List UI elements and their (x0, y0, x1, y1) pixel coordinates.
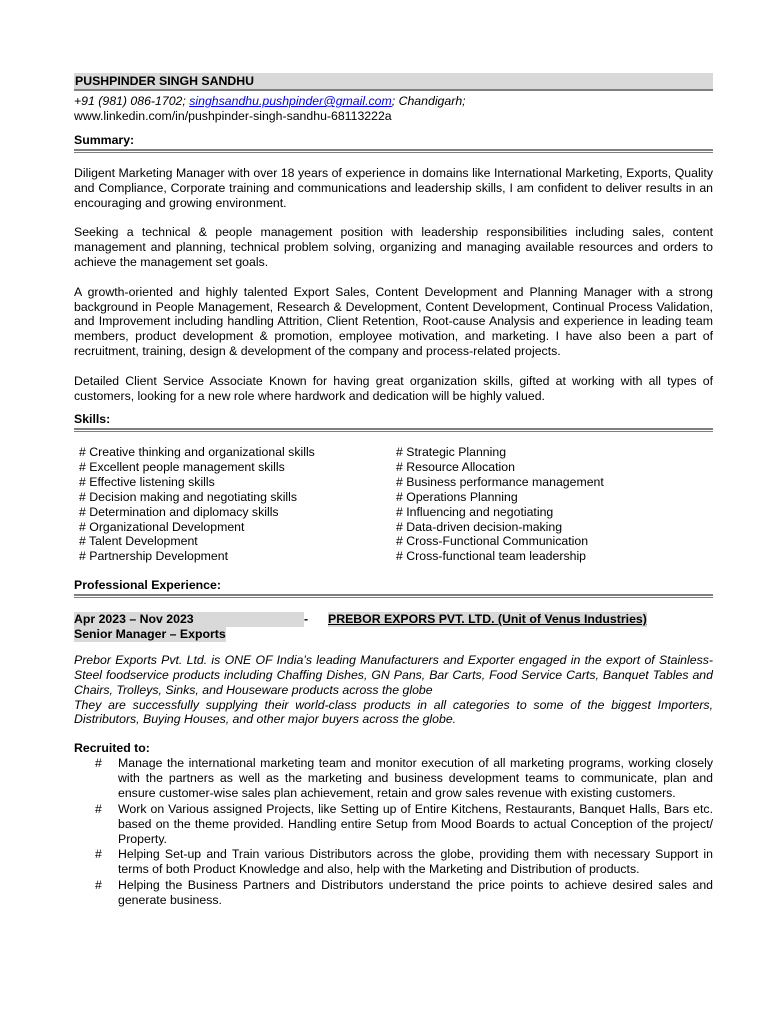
skill-item: # Data-driven decision-making (396, 519, 563, 534)
resume-page (74, 73, 713, 908)
contact-line (74, 94, 713, 109)
job-separator: - (304, 612, 309, 627)
summary-section (74, 166, 713, 403)
bullet-symbol: # (95, 847, 102, 862)
duty-text: Work on Various assigned Projects, like Setting up of Entire Kitchens, Restaurants, Banquet Halls, Bars etc. based on the theme provided. Handling entire Setup from Mood Boards to actual Conception of the project/ Property. (118, 801, 713, 846)
summary-heading: Summary: (74, 133, 135, 147)
summary-paragraph: Diligent Marketing Manager with over 18 years of experience in domains like International Marketing, Exports, Quality and Compliance, Corporate training and communications and leadership skills, I am confident to deliver results in an encouraging and growing environment. (74, 166, 713, 210)
summary-paragraph: Seeking a technical & people management position with leadership responsibilities including sales, content management and planning, technical problem solving, organizing and managing available resources and orders to achieve the management set goals. (74, 225, 713, 269)
skill-item: # Resource Allocation (396, 460, 515, 475)
duty-text: Helping Set-up and Train various Distributors across the globe, providing them with necessary Support in terms of both Product Knowledge and also, help with the Marketing and Distribution of products. (118, 847, 713, 877)
location-text: ; Chandigarh; (391, 94, 466, 108)
linkedin-url[interactable]: www.linkedin.com/in/pushpinder-singh-sandhu-68113222a (74, 108, 392, 123)
skill-item: # Creative thinking and organizational skills (79, 445, 315, 460)
phone-number: +91 (981) 086-1702; (74, 94, 186, 108)
skill-item: # Excellent people management skills (79, 460, 285, 475)
summary-paragraph: Detailed Client Service Associate Known for having great organization skills, gifted at working with all types of customers, looking for a new role where hardwork and dedication will be highly valued. (74, 373, 713, 403)
duty-text: Helping the Business Partners and Distributors understand the price points to achieve desired sales and generate business. (118, 877, 713, 907)
experience-heading: Professional Experience: (74, 578, 221, 593)
skills-list (74, 445, 713, 564)
company-description (74, 653, 713, 727)
company-name: PREBOR EXPORS PVT. LTD. (Unit of Venus Industries) (328, 612, 647, 627)
skill-item: # Organizational Development (79, 519, 245, 534)
list-item (74, 847, 713, 877)
skill-item: # Operations Planning (396, 489, 518, 504)
list-item (74, 802, 713, 847)
skill-item: # Effective listening skills (79, 475, 215, 490)
list-item (74, 878, 713, 908)
skills-column-right (396, 445, 713, 564)
candidate-name: PUSHPINDER SINGH SANDHU (74, 73, 713, 89)
summary-divider (74, 149, 713, 153)
skill-item: # Partnership Development (79, 549, 229, 564)
job-dates: Apr 2023 – Nov 2023 (74, 612, 304, 627)
skill-item: # Strategic Planning (396, 445, 507, 460)
skills-column-left (79, 445, 396, 564)
skill-item: # Cross-functional team leadership (396, 549, 587, 564)
job-title: Senior Manager – Exports (74, 627, 226, 642)
email-link[interactable]: singhsandhu.pushpinder@gmail.com (189, 94, 392, 108)
summary-paragraph: A growth-oriented and highly talented Export Sales, Content Development and Planning Manager with a strong background in People Management, Research & Development, Content Development, Continual Process Validation, and Improvement including handling Attrition, Client Retention, Root-cause Analysis and experience in leading team members, product development & promotion, employee motivation, and marketing. I have also been a part of recruitment, training, design & development of the company and process-related projects. (74, 284, 713, 358)
recruited-heading: Recruited to: (74, 741, 150, 756)
skill-item: # Decision making and negotiating skills (79, 489, 298, 504)
list-item (74, 756, 713, 801)
skill-item: # Business performance management (396, 475, 604, 490)
experience-divider (74, 594, 713, 598)
bullet-symbol: # (95, 756, 102, 771)
contact-block (74, 94, 713, 123)
skill-item: # Influencing and negotiating (396, 504, 554, 519)
skill-item: # Determination and diplomacy skills (79, 504, 279, 519)
bullet-symbol: # (95, 877, 102, 892)
job-header (74, 612, 713, 627)
bullet-symbol: # (95, 801, 102, 816)
duties-list (74, 756, 713, 908)
description-paragraph: Prebor Exports Pvt. Ltd. is ONE OF India’s leading Manufacturers and Exporter engaged in the export of Stainless-Steel foodservice products including Chaffing Dishes, GN Pans, Bar Carts, Food Service Carts, Banquet Tables and Chairs, Trolleys, Sinks, and Houseware products across the globe (74, 653, 713, 697)
duty-text: Manage the international marketing team and monitor execution of all marketing programs, working closely with the partners as well as the marketing and business development teams to communicate, plan and ensure customer-wise sales plan achievement, retain and grow sales revenue with existing customers. (118, 756, 713, 801)
skill-item: # Talent Development (79, 534, 198, 549)
skills-heading: Skills: (74, 412, 111, 427)
skills-divider (74, 428, 713, 432)
name-divider (74, 89, 713, 91)
description-paragraph: They are successfully supplying their world-class products in all categories to some of the biggest Importers, Distributors, Buying Houses, and other major buyers across the globe. (74, 697, 713, 727)
skill-item: # Cross-Functional Communication (396, 534, 589, 549)
